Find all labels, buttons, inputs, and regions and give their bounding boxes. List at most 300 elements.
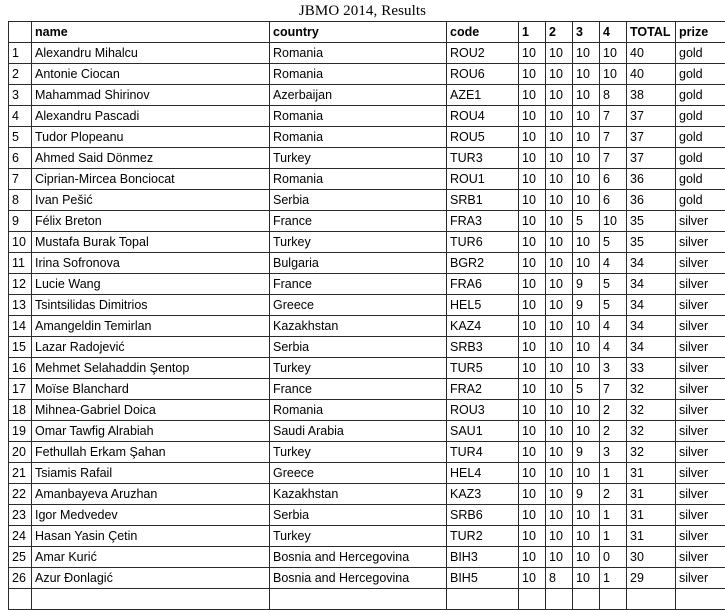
table-row <box>9 505 725 526</box>
row-p2: 10 <box>546 169 573 190</box>
row-code: ROU4 <box>447 106 519 127</box>
row-p4: 2 <box>600 484 627 505</box>
row-country: Turkey <box>270 148 447 169</box>
row-total: 32 <box>627 379 676 400</box>
row-country: Romania <box>270 64 447 85</box>
row-code: FRA3 <box>447 211 519 232</box>
row-code: ROU1 <box>447 169 519 190</box>
row-index: 7 <box>9 169 32 190</box>
column-header-country: country <box>270 22 447 43</box>
column-header-p1: 1 <box>519 22 546 43</box>
row-name: Lucie Wang <box>32 274 270 295</box>
row-code: BGR2 <box>447 253 519 274</box>
row-p1: 10 <box>519 274 546 295</box>
row-prize: silver <box>676 379 725 400</box>
row-code: KAZ3 <box>447 484 519 505</box>
row-name: Antonie Ciocan <box>32 64 270 85</box>
row-index: 1 <box>9 43 32 64</box>
row-p2: 10 <box>546 148 573 169</box>
row-country: Turkey <box>270 232 447 253</box>
row-prize: silver <box>676 232 725 253</box>
row-total: 37 <box>627 106 676 127</box>
row-country: Bosnia and Hercegovina <box>270 547 447 568</box>
row-p1: 10 <box>519 127 546 148</box>
row-name: Fethullah Erkam Şahan <box>32 442 270 463</box>
row-prize: silver <box>676 421 725 442</box>
row-p1: 10 <box>519 358 546 379</box>
row-p3: 10 <box>573 400 600 421</box>
table-row <box>9 127 725 148</box>
row-code: TUR4 <box>447 442 519 463</box>
row-country: Bosnia and Hercegovina <box>270 568 447 589</box>
row-index: 17 <box>9 379 32 400</box>
table-row <box>9 547 725 568</box>
row-p3: 10 <box>573 337 600 358</box>
row-p4: 5 <box>600 274 627 295</box>
row-p2: 10 <box>546 127 573 148</box>
row-index: 14 <box>9 316 32 337</box>
row-p1: 10 <box>519 253 546 274</box>
row-p2-partial <box>546 589 573 610</box>
row-code: FRA2 <box>447 379 519 400</box>
row-code: AZE1 <box>447 85 519 106</box>
row-total: 36 <box>627 169 676 190</box>
row-country: Romania <box>270 169 447 190</box>
row-p2: 10 <box>546 421 573 442</box>
table-row <box>9 421 725 442</box>
row-p1: 10 <box>519 337 546 358</box>
row-p3: 9 <box>573 295 600 316</box>
row-p2: 10 <box>546 484 573 505</box>
row-p2: 10 <box>546 190 573 211</box>
row-p4-partial <box>600 589 627 610</box>
row-code: SRB3 <box>447 337 519 358</box>
row-country: Romania <box>270 43 447 64</box>
row-p4: 8 <box>600 85 627 106</box>
row-code: ROU6 <box>447 64 519 85</box>
row-p2: 10 <box>546 295 573 316</box>
row-total: 34 <box>627 274 676 295</box>
row-index: 20 <box>9 442 32 463</box>
table-row <box>9 379 725 400</box>
row-p1: 10 <box>519 547 546 568</box>
row-p2: 10 <box>546 463 573 484</box>
row-p4: 7 <box>600 127 627 148</box>
row-p3: 10 <box>573 253 600 274</box>
row-code: BIH3 <box>447 547 519 568</box>
table-row <box>9 106 725 127</box>
row-prize: silver <box>676 400 725 421</box>
table-header <box>9 22 725 43</box>
row-p2: 10 <box>546 211 573 232</box>
row-code: TUR2 <box>447 526 519 547</box>
row-total: 35 <box>627 211 676 232</box>
row-total: 31 <box>627 463 676 484</box>
row-p2: 10 <box>546 442 573 463</box>
row-p3: 10 <box>573 64 600 85</box>
row-country-partial <box>270 589 447 610</box>
row-name: Mehmet Selahaddin Şentop <box>32 358 270 379</box>
row-p2: 10 <box>546 43 573 64</box>
row-p3: 10 <box>573 85 600 106</box>
row-p3: 9 <box>573 484 600 505</box>
row-p2: 10 <box>546 379 573 400</box>
row-p4: 4 <box>600 316 627 337</box>
row-p4: 10 <box>600 43 627 64</box>
row-total: 30 <box>627 547 676 568</box>
row-index: 13 <box>9 295 32 316</box>
row-p1: 10 <box>519 148 546 169</box>
row-p1-partial <box>519 589 546 610</box>
row-p4: 3 <box>600 442 627 463</box>
row-name: Hasan Yasin Çetin <box>32 526 270 547</box>
row-code: ROU2 <box>447 43 519 64</box>
row-p3: 10 <box>573 232 600 253</box>
row-country: France <box>270 274 447 295</box>
row-code: ROU5 <box>447 127 519 148</box>
row-prize: silver <box>676 547 725 568</box>
row-p2: 10 <box>546 232 573 253</box>
row-country: Serbia <box>270 505 447 526</box>
row-total: 40 <box>627 43 676 64</box>
row-index: 16 <box>9 358 32 379</box>
row-p2: 10 <box>546 547 573 568</box>
row-p1: 10 <box>519 400 546 421</box>
row-p1: 10 <box>519 232 546 253</box>
row-code: TUR3 <box>447 148 519 169</box>
row-p4: 4 <box>600 253 627 274</box>
row-index: 5 <box>9 127 32 148</box>
table-row <box>9 400 725 421</box>
row-prize: gold <box>676 148 725 169</box>
row-code: SAU1 <box>447 421 519 442</box>
table-row <box>9 43 725 64</box>
row-p3: 10 <box>573 148 600 169</box>
row-p3: 10 <box>573 358 600 379</box>
row-code: TUR5 <box>447 358 519 379</box>
row-p3: 10 <box>573 106 600 127</box>
table-row-partial <box>9 589 725 610</box>
row-prize: gold <box>676 106 725 127</box>
row-total: 32 <box>627 400 676 421</box>
row-p1: 10 <box>519 463 546 484</box>
table-row <box>9 274 725 295</box>
row-p4: 1 <box>600 505 627 526</box>
row-code: BIH5 <box>447 568 519 589</box>
row-p2: 10 <box>546 274 573 295</box>
column-header-p3: 3 <box>573 22 600 43</box>
row-name: Mustafa Burak Topal <box>32 232 270 253</box>
row-name: Amanbayeva Aruzhan <box>32 484 270 505</box>
row-p3: 10 <box>573 169 600 190</box>
row-total-partial <box>627 589 676 610</box>
row-prize-partial <box>676 589 725 610</box>
row-index: 3 <box>9 85 32 106</box>
row-p4: 3 <box>600 358 627 379</box>
row-prize: silver <box>676 484 725 505</box>
row-p4: 5 <box>600 232 627 253</box>
row-p4: 1 <box>600 568 627 589</box>
row-name: Tsintsilidas Dimitrios <box>32 295 270 316</box>
row-p1: 10 <box>519 295 546 316</box>
row-prize: silver <box>676 274 725 295</box>
row-total: 35 <box>627 232 676 253</box>
row-prize: silver <box>676 295 725 316</box>
results-table <box>8 21 725 610</box>
row-p4: 10 <box>600 211 627 232</box>
row-country: Azerbaijan <box>270 85 447 106</box>
row-code: FRA6 <box>447 274 519 295</box>
table-row <box>9 568 725 589</box>
row-prize: gold <box>676 64 725 85</box>
table-row <box>9 463 725 484</box>
row-index: 25 <box>9 547 32 568</box>
table-body <box>9 43 725 610</box>
column-header-name: name <box>32 22 270 43</box>
row-index: 2 <box>9 64 32 85</box>
row-prize: gold <box>676 43 725 64</box>
row-p4: 5 <box>600 295 627 316</box>
row-p4: 7 <box>600 106 627 127</box>
row-country: Romania <box>270 127 447 148</box>
row-p2: 10 <box>546 526 573 547</box>
row-prize: silver <box>676 568 725 589</box>
row-prize: silver <box>676 442 725 463</box>
row-name: Ivan Pešić <box>32 190 270 211</box>
row-name-partial <box>32 589 270 610</box>
row-name: Félix Breton <box>32 211 270 232</box>
row-p1: 10 <box>519 442 546 463</box>
row-country: Saudi Arabia <box>270 421 447 442</box>
row-index: 24 <box>9 526 32 547</box>
row-prize: silver <box>676 211 725 232</box>
row-total: 31 <box>627 526 676 547</box>
row-p4: 2 <box>600 421 627 442</box>
row-p3-partial <box>573 589 600 610</box>
row-p3: 10 <box>573 43 600 64</box>
row-p3: 10 <box>573 568 600 589</box>
row-p1: 10 <box>519 190 546 211</box>
row-prize: silver <box>676 463 725 484</box>
row-index: 6 <box>9 148 32 169</box>
row-index: 21 <box>9 463 32 484</box>
row-p4: 2 <box>600 400 627 421</box>
table-row <box>9 169 725 190</box>
row-index-partial <box>9 589 32 610</box>
row-p4: 7 <box>600 379 627 400</box>
row-p4: 10 <box>600 64 627 85</box>
row-prize: silver <box>676 358 725 379</box>
row-name: Mihnea-Gabriel Doica <box>32 400 270 421</box>
row-p3: 10 <box>573 421 600 442</box>
row-p3: 10 <box>573 190 600 211</box>
row-total: 32 <box>627 442 676 463</box>
table-row <box>9 442 725 463</box>
row-name: Tudor Plopeanu <box>32 127 270 148</box>
row-index: 22 <box>9 484 32 505</box>
row-code: TUR6 <box>447 232 519 253</box>
row-index: 23 <box>9 505 32 526</box>
column-header-p2: 2 <box>546 22 573 43</box>
page-title: JBMO 2014, Results <box>0 0 725 21</box>
row-p4: 7 <box>600 148 627 169</box>
row-code: HEL5 <box>447 295 519 316</box>
table-row <box>9 148 725 169</box>
table-row <box>9 211 725 232</box>
table-row <box>9 526 725 547</box>
row-p1: 10 <box>519 211 546 232</box>
row-country: Kazakhstan <box>270 484 447 505</box>
row-prize: gold <box>676 169 725 190</box>
row-p1: 10 <box>519 421 546 442</box>
row-p4: 6 <box>600 169 627 190</box>
column-header-index <box>9 22 32 43</box>
row-p4: 6 <box>600 190 627 211</box>
table-row <box>9 232 725 253</box>
row-country: Serbia <box>270 337 447 358</box>
row-name: Ahmed Said Dönmez <box>32 148 270 169</box>
row-p4: 1 <box>600 463 627 484</box>
row-index: 9 <box>9 211 32 232</box>
row-name: Omar Tawfig Alrabiah <box>32 421 270 442</box>
row-name: Moïse Blanchard <box>32 379 270 400</box>
row-code: KAZ4 <box>447 316 519 337</box>
table-row <box>9 64 725 85</box>
row-prize: silver <box>676 337 725 358</box>
row-p3: 10 <box>573 127 600 148</box>
row-p3: 5 <box>573 379 600 400</box>
table-row <box>9 484 725 505</box>
row-p1: 10 <box>519 106 546 127</box>
row-p1: 10 <box>519 484 546 505</box>
row-p1: 10 <box>519 169 546 190</box>
row-prize: gold <box>676 85 725 106</box>
row-code: SRB6 <box>447 505 519 526</box>
row-total: 34 <box>627 316 676 337</box>
row-p2: 8 <box>546 568 573 589</box>
table-row <box>9 358 725 379</box>
row-code: ROU3 <box>447 400 519 421</box>
row-p4: 0 <box>600 547 627 568</box>
row-name: Mahammad Shirinov <box>32 85 270 106</box>
row-index: 10 <box>9 232 32 253</box>
row-p2: 10 <box>546 358 573 379</box>
row-index: 4 <box>9 106 32 127</box>
table-row <box>9 253 725 274</box>
table-row <box>9 337 725 358</box>
row-name: Amar Kurić <box>32 547 270 568</box>
row-p3: 10 <box>573 547 600 568</box>
row-country: Romania <box>270 106 447 127</box>
row-prize: gold <box>676 127 725 148</box>
row-p2: 10 <box>546 316 573 337</box>
column-header-total: TOTAL <box>627 22 676 43</box>
header-row <box>9 22 725 43</box>
row-index: 26 <box>9 568 32 589</box>
row-p1: 10 <box>519 316 546 337</box>
row-country: Romania <box>270 400 447 421</box>
row-p1: 10 <box>519 379 546 400</box>
row-p3: 10 <box>573 526 600 547</box>
row-country: Bulgaria <box>270 253 447 274</box>
row-name: Lazar Radojević <box>32 337 270 358</box>
row-p2: 10 <box>546 106 573 127</box>
row-index: 18 <box>9 400 32 421</box>
row-total: 34 <box>627 253 676 274</box>
row-country: France <box>270 211 447 232</box>
row-p2: 10 <box>546 64 573 85</box>
row-total: 37 <box>627 127 676 148</box>
row-total: 34 <box>627 337 676 358</box>
row-p4: 4 <box>600 337 627 358</box>
row-total: 38 <box>627 85 676 106</box>
row-p3: 10 <box>573 316 600 337</box>
column-header-p4: 4 <box>600 22 627 43</box>
row-prize: silver <box>676 505 725 526</box>
row-total: 31 <box>627 484 676 505</box>
row-prize: silver <box>676 526 725 547</box>
row-name: Amangeldin Temirlan <box>32 316 270 337</box>
row-index: 8 <box>9 190 32 211</box>
row-code-partial <box>447 589 519 610</box>
row-p1: 10 <box>519 43 546 64</box>
row-p2: 10 <box>546 253 573 274</box>
row-country: France <box>270 379 447 400</box>
row-index: 19 <box>9 421 32 442</box>
row-p2: 10 <box>546 400 573 421</box>
row-p2: 10 <box>546 337 573 358</box>
row-p2: 10 <box>546 505 573 526</box>
row-country: Greece <box>270 463 447 484</box>
row-total: 36 <box>627 190 676 211</box>
row-p1: 10 <box>519 85 546 106</box>
table-row <box>9 295 725 316</box>
row-total: 34 <box>627 295 676 316</box>
row-name: Ciprian-Mircea Bonciocat <box>32 169 270 190</box>
row-p3: 9 <box>573 442 600 463</box>
row-code: HEL4 <box>447 463 519 484</box>
row-country: Turkey <box>270 526 447 547</box>
row-p3: 9 <box>573 274 600 295</box>
row-p3: 10 <box>573 463 600 484</box>
column-header-code: code <box>447 22 519 43</box>
row-prize: silver <box>676 253 725 274</box>
row-country: Turkey <box>270 442 447 463</box>
row-name: Alexandru Pascadi <box>32 106 270 127</box>
row-p3: 5 <box>573 211 600 232</box>
row-name: Irina Sofronova <box>32 253 270 274</box>
row-total: 29 <box>627 568 676 589</box>
row-total: 33 <box>627 358 676 379</box>
row-p4: 1 <box>600 526 627 547</box>
row-p1: 10 <box>519 64 546 85</box>
row-country: Serbia <box>270 190 447 211</box>
row-name: Alexandru Mihalcu <box>32 43 270 64</box>
row-country: Greece <box>270 295 447 316</box>
row-index: 11 <box>9 253 32 274</box>
row-p3: 10 <box>573 505 600 526</box>
row-code: SRB1 <box>447 190 519 211</box>
row-country: Turkey <box>270 358 447 379</box>
row-p1: 10 <box>519 505 546 526</box>
row-prize: silver <box>676 316 725 337</box>
row-prize: gold <box>676 190 725 211</box>
row-name: Igor Medvedev <box>32 505 270 526</box>
column-header-prize: prize <box>676 22 725 43</box>
row-index: 12 <box>9 274 32 295</box>
row-index: 15 <box>9 337 32 358</box>
row-name: Tsiamis Rafail <box>32 463 270 484</box>
